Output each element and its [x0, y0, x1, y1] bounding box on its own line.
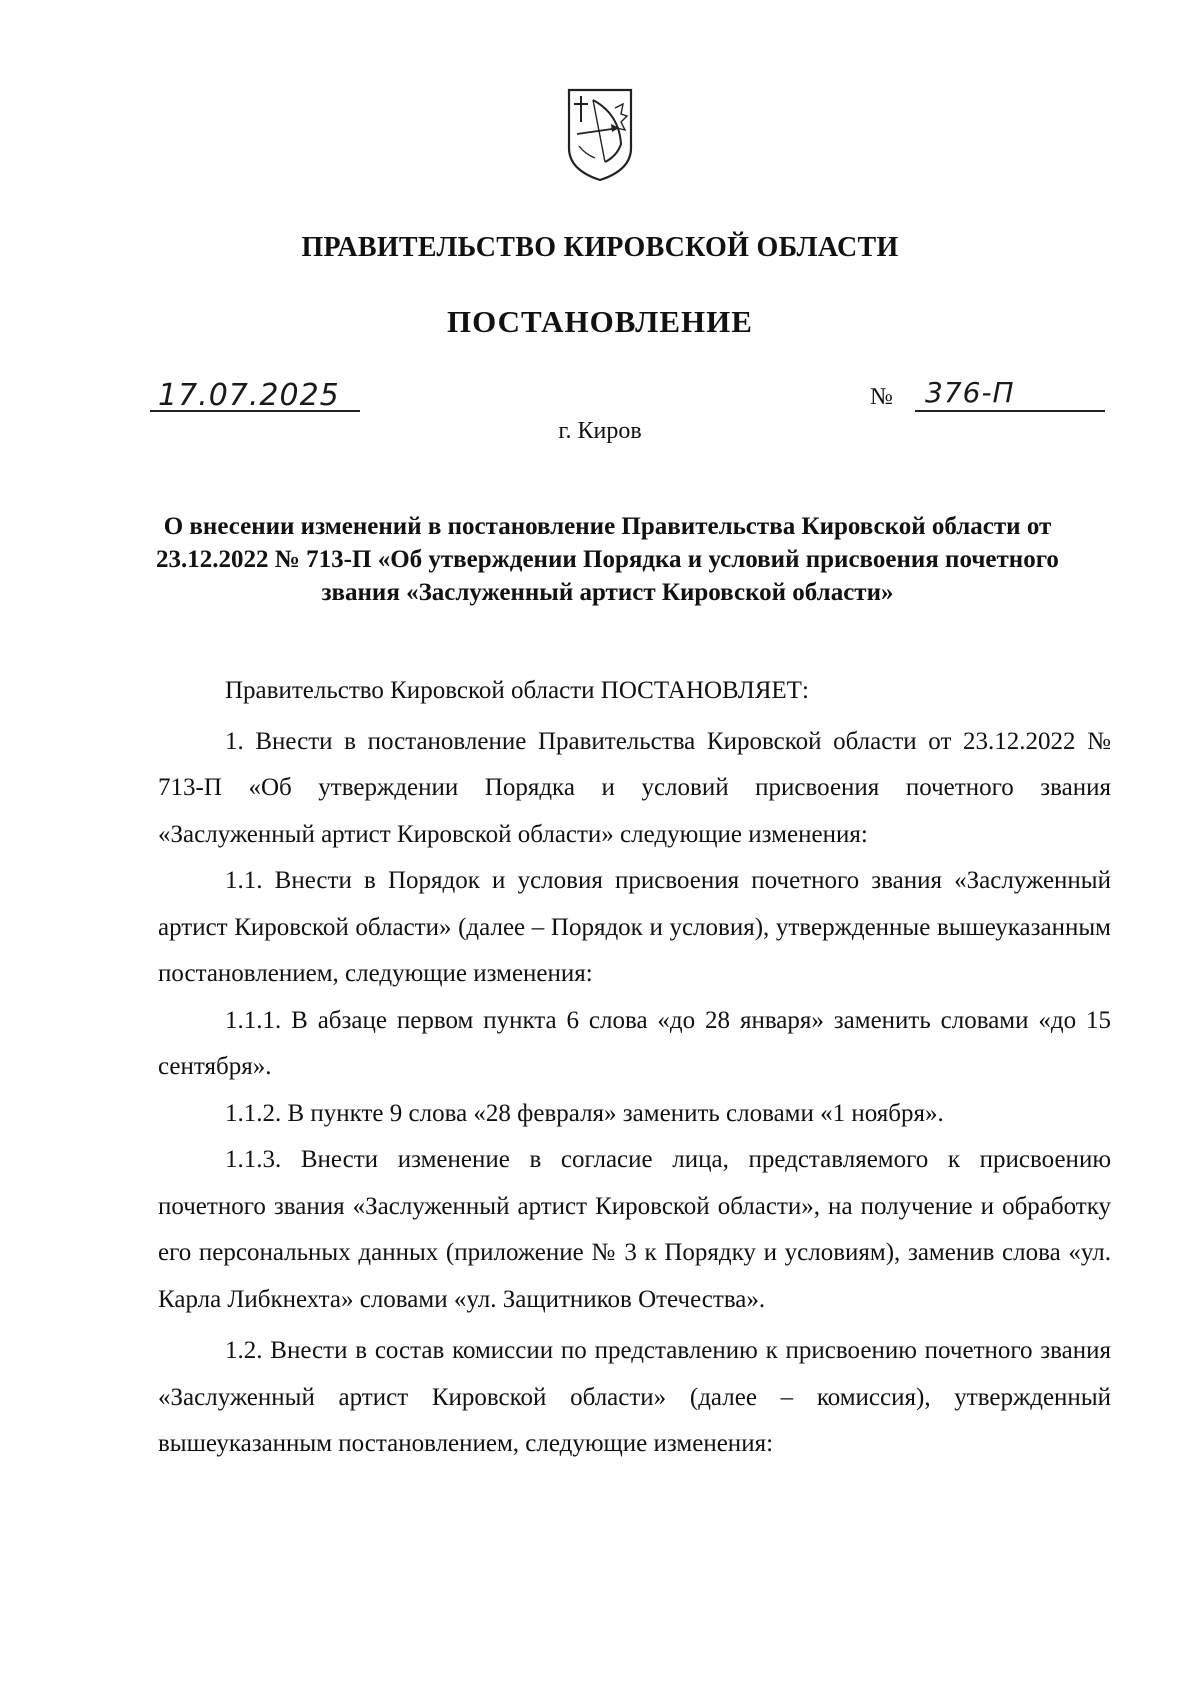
paragraph-1: 1. Внести в постановление Правительства Кировской области от 23.12.2022 № 713-П «Об утверждении Порядка и условий присвоения почетного звания «Заслуженный артист Кировской области» следующие изменения:: [158, 727, 1111, 848]
document-number: 376-П: [925, 376, 1015, 409]
document-type: ПОСТАНОВЛЕНИЕ: [447, 304, 753, 339]
number-sign: №: [870, 384, 893, 410]
paragraph-1-1-2: 1.1.2. В пункте 9 слова «28 февраля» заменить словами «1 ноября».: [225, 1099, 944, 1127]
paragraph-1-1-1: 1.1.1. В абзаце первом пункта 6 слова «до 28 января» заменить словами «до 15 сентября».: [158, 1006, 1111, 1080]
paragraph-1-1-3: 1.1.3. Внести изменение в согласие лица, представляемого к присвоению почетного звания «Заслуженный артист Кировской области», на получение и обработку его персональных данных (приложение № 3 к Порядку и условиям), заменив слова «ул. Карла Либкнехта» словами «ул. Защитников Отечества».: [158, 1146, 1111, 1313]
coat-of-arms-icon: [565, 86, 635, 184]
number-underline: [915, 410, 1105, 412]
date-underline: [150, 410, 360, 412]
organization-name: ПРАВИТЕЛЬСТВО КИРОВСКОЙ ОБЛАСТИ: [301, 232, 899, 263]
preamble: Правительство Кировской области ПОСТАНОВЛЯЕТ:: [225, 677, 809, 704]
document-title: О внесении изменений в постановление Правительства Кировской области от 23.12.2022 № 713-П «Об утверждении Порядка и условий присвоения почетного звания «Заслуженный артист Кировской области»: [156, 513, 1059, 606]
document-date: 17.07.2025: [158, 378, 340, 413]
city: г. Киров: [558, 418, 642, 444]
paragraph-1-2: 1.2. Внести в состав комиссии по представлению к присвоению почетного звания «Заслуженный артист Кировской области» (далее – комиссия), утвержденный вышеуказанным постановлением, следующие изменения:: [158, 1337, 1111, 1457]
document-body: [158, 668, 1111, 1468]
paragraph-1-1: 1.1. Внести в Порядок и условия присвоения почетного звания «Заслуженный артист Кировской области» (далее – Порядок и условия), утвержденные вышеуказанным постановлением, следующие изменения:: [158, 867, 1111, 987]
